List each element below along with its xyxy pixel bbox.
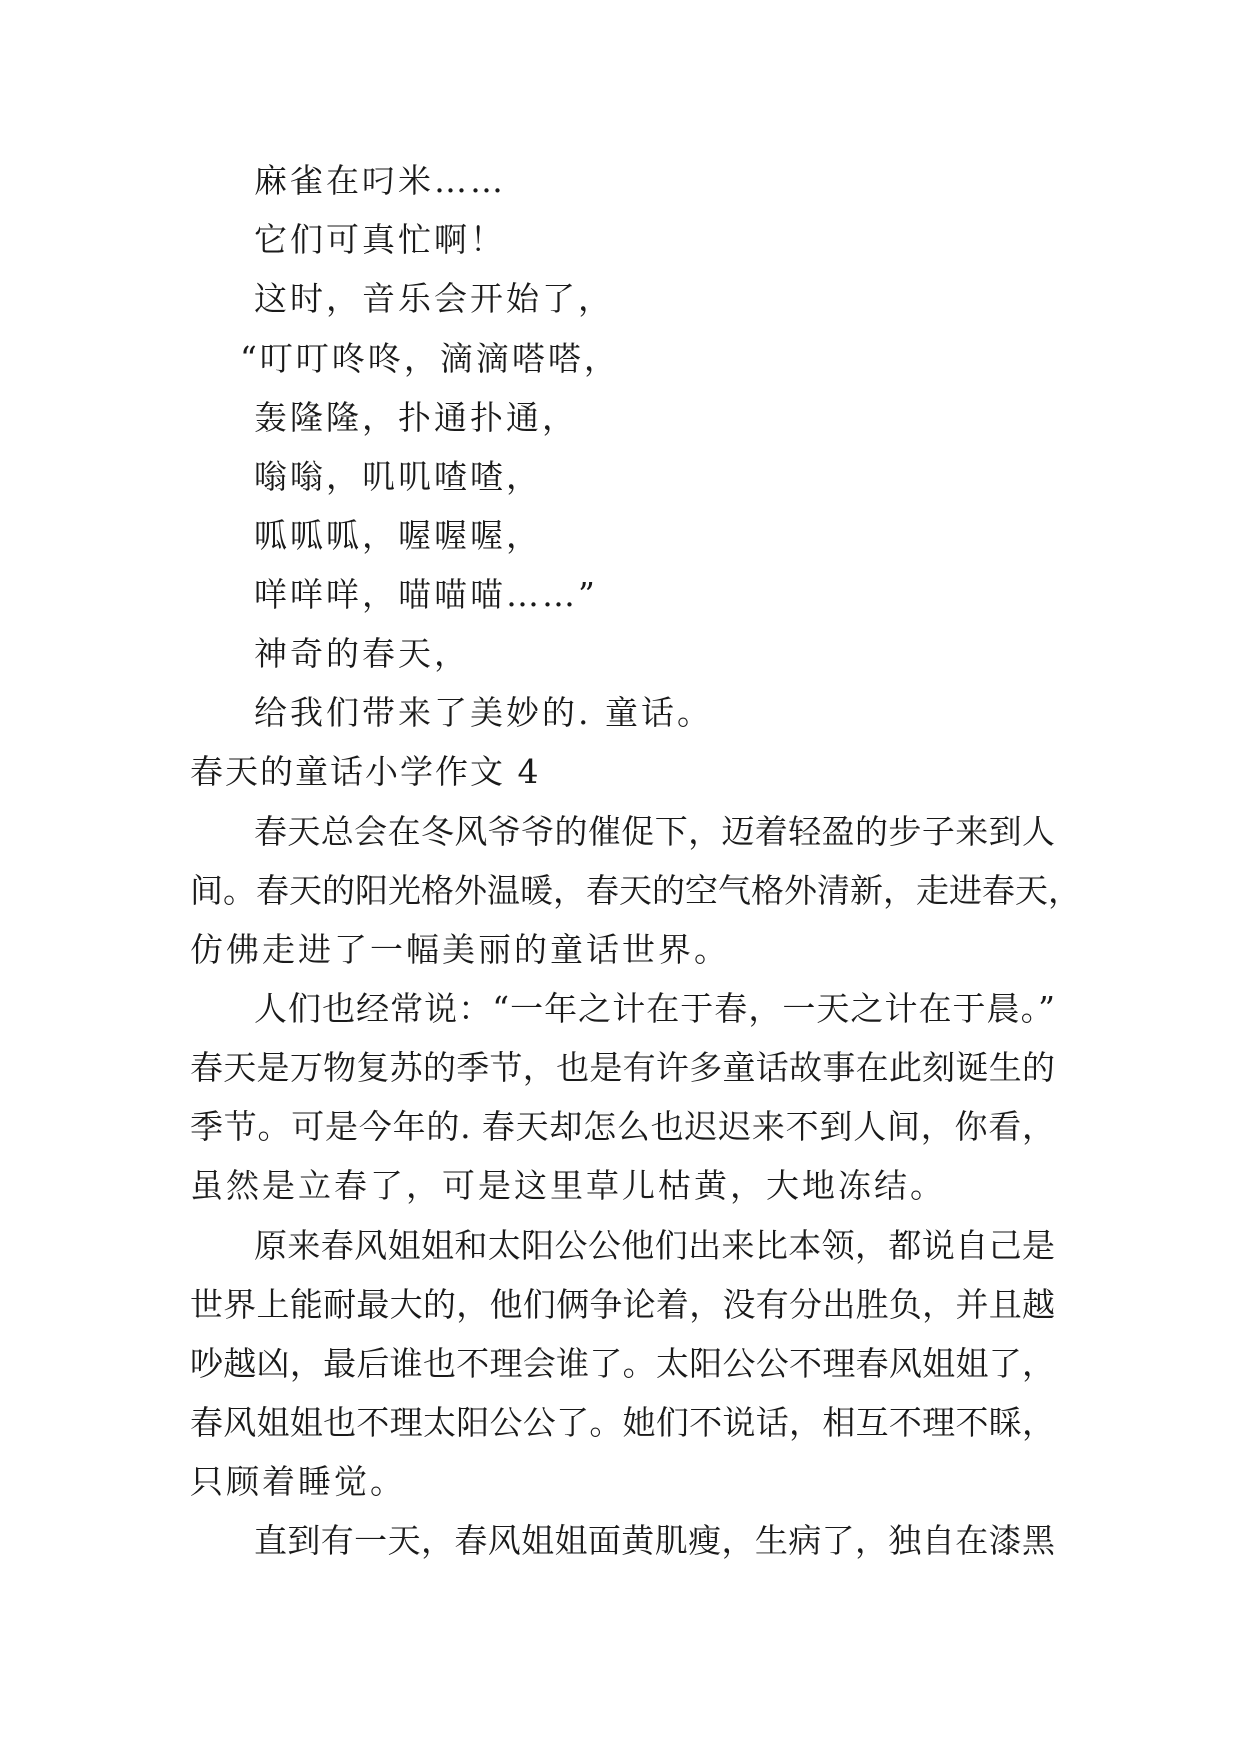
poem-line: 它们可真忙啊！ <box>254 220 506 259</box>
poem-line: 咩咩咩，喵喵喵……” <box>254 575 598 614</box>
paragraph-line: 春风姐姐也不理太阳公公了。她们不说话，相互不理不睬， <box>190 1403 1055 1442</box>
poem-line: 给我们带来了美妙的. 童话。 <box>254 693 713 732</box>
paragraph-line: 仿佛走进了一幅美丽的童话世界。 <box>190 930 730 969</box>
paragraph-line: 世界上能耐最大的，他们俩争论着，没有分出胜负，并且越 <box>190 1285 1055 1324</box>
paragraph-line: 春天总会在冬风爷爷的催促下，迈着轻盈的步子来到人 <box>254 812 1055 851</box>
paragraph-line: 季节。可是今年的. 春天却怎么也迟迟来不到人间，你看， <box>190 1107 1055 1146</box>
paragraph-line: 原来春风姐姐和太阳公公他们出来比本领，都说自己是 <box>254 1226 1055 1265</box>
paragraph-line: 虽然是立春了，可是这里草儿枯黄，大地冻结。 <box>190 1166 946 1205</box>
paragraph-line: 吵越凶，最后谁也不理会谁了。太阳公公不理春风姐姐了， <box>190 1344 1055 1383</box>
poem-line: 这时，音乐会开始了， <box>254 279 614 318</box>
poem-line: 神奇的春天， <box>254 634 470 673</box>
poem-line: 麻雀在叼米…… <box>254 161 506 200</box>
poem-line: 呱呱呱，喔喔喔， <box>254 516 542 555</box>
poem-line: 嗡嗡，叽叽喳喳， <box>254 457 542 496</box>
paragraph-line: 直到有一天，春风姐姐面黄肌瘦，生病了，独自在漆黑 <box>254 1521 1055 1560</box>
section-heading: 春天的童话小学作文 4 <box>190 752 541 791</box>
paragraph-line: 只顾着睡觉。 <box>190 1462 406 1501</box>
paragraph-line: 间。春天的阳光格外温暖，春天的空气格外清新，走进春天， <box>190 871 1081 910</box>
poem-line: 轰隆隆，扑通扑通， <box>254 398 578 437</box>
paragraph-line: 春天是万物复苏的季节，也是有许多童话故事在此刻诞生的 <box>190 1048 1055 1087</box>
paragraph-line: 人们也经常说：“一年之计在于春，一天之计在于晨。” <box>254 989 1055 1028</box>
poem-line: “叮叮咚咚，滴滴嗒嗒， <box>240 339 620 378</box>
